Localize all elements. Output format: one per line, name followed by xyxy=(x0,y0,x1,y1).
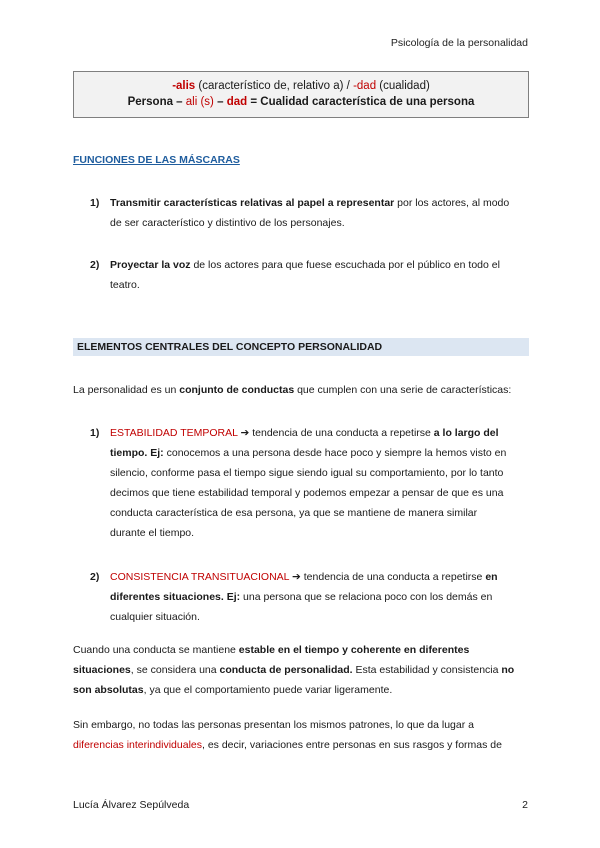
etymology-line-1 xyxy=(74,78,528,94)
part-dad: dad xyxy=(226,96,248,108)
personality-paragraph xyxy=(73,640,529,700)
item-number: 1) xyxy=(90,427,100,439)
item-text: conducta característica de esa persona, ya que se mantiene de manera similar xyxy=(110,507,478,519)
item-number: 2) xyxy=(90,571,100,583)
item-text: de ser característico y distintivo de los personajes. xyxy=(110,217,345,229)
item-bold: tiempo. xyxy=(110,447,148,459)
part-alis: ali (s) xyxy=(185,96,214,108)
item-bold: Proyectar la voz xyxy=(110,259,191,271)
section-heading-elements: ELEMENTOS CENTRALES DEL CONCEPTO PERSONALIDAD xyxy=(73,338,529,356)
item-text: conocemos a una persona desde hace poco y siempre la hemos visto en xyxy=(163,447,507,459)
suffix-alis: -alis xyxy=(172,80,196,92)
item-text: silencio, conforme pasa el tiempo sigue siendo igual su comportamiento, por lo tanto xyxy=(110,467,504,479)
footer-author: Lucía Álvarez Sepúlveda xyxy=(73,799,190,811)
intro-pre: La personalidad es un xyxy=(73,384,180,396)
para-text: , es decir, variaciones entre personas en sus rasgos y formas de xyxy=(202,739,502,751)
masks-heading[interactable]: FUNCIONES DE LAS MÁSCARAS xyxy=(73,154,240,166)
para-bold: son absolutas xyxy=(73,684,144,696)
page-number: 2 xyxy=(522,799,528,811)
item-bold: en xyxy=(485,571,498,583)
etymology-box xyxy=(73,71,529,118)
item-text: cualquier situación. xyxy=(110,611,200,623)
intro-post: que cumplen con una serie de características: xyxy=(294,384,512,396)
item-bold: a lo largo del xyxy=(433,427,499,439)
etymology-line-2 xyxy=(74,94,528,110)
intro-paragraph xyxy=(73,380,529,400)
running-header: Psicología de la personalidad xyxy=(390,37,528,49)
term-stability: ESTABILIDAD TEMPORAL xyxy=(110,427,238,439)
differences-paragraph xyxy=(73,715,529,755)
example-label: Ej: xyxy=(223,591,241,603)
suffix-dad: -dad xyxy=(353,80,377,92)
item-text: teatro. xyxy=(110,279,140,291)
para-text: , se considera una xyxy=(130,664,220,676)
item-text: durante el tiempo. xyxy=(110,527,195,539)
item-text: por los actores, al modo xyxy=(394,197,510,209)
item-text: tendencia de una conducta a repetirse xyxy=(303,571,486,583)
gloss-alis: (característico de, relativo a) / xyxy=(195,80,354,92)
para-text: Cuando una conducta se mantiene xyxy=(73,644,239,656)
para-bold: no xyxy=(501,664,515,676)
para-text: Sin embargo, no todas las personas presentan los mismos patrones, lo que da lugar a xyxy=(73,719,474,731)
item-bold: diferentes situaciones. xyxy=(110,591,224,603)
example-label: Ej: xyxy=(147,447,164,459)
arrow-icon: ➔ xyxy=(289,571,304,583)
gloss-dad: (cualidad) xyxy=(376,80,430,92)
item-bold: Transmitir características relativas al papel a representar xyxy=(110,197,395,209)
para-bold: situaciones xyxy=(73,664,131,676)
item-number: 1) xyxy=(90,197,100,209)
para-bold: conducta de personalidad. xyxy=(219,664,353,676)
meaning: = Cualidad característica de una persona xyxy=(247,96,475,108)
para-bold: estable en el tiempo y coherente en diferentes xyxy=(238,644,470,656)
word-persona: Persona – xyxy=(127,96,186,108)
para-text: , ya que el comportamiento puede variar ligeramente. xyxy=(143,684,393,696)
item-text: de los actores para que fuese escuchada por el público en todo el xyxy=(190,259,500,271)
item-text: una persona que se relaciona poco con los demás en xyxy=(240,591,493,603)
intro-bold: conjunto de conductas xyxy=(179,384,295,396)
item-text: tendencia de una conducta a repetirse xyxy=(252,427,434,439)
item-text: decimos que tiene estabilidad temporal y podemos empezar a pensar de que es una xyxy=(110,487,504,499)
para-text: Esta estabilidad y consistencia xyxy=(352,664,502,676)
dash: – xyxy=(213,96,227,108)
arrow-icon: ➔ xyxy=(237,427,253,439)
item-number: 2) xyxy=(90,259,100,271)
term-differences: diferencias interindividuales xyxy=(73,739,202,751)
term-consistency: CONSISTENCIA TRANSITUACIONAL xyxy=(110,571,290,583)
